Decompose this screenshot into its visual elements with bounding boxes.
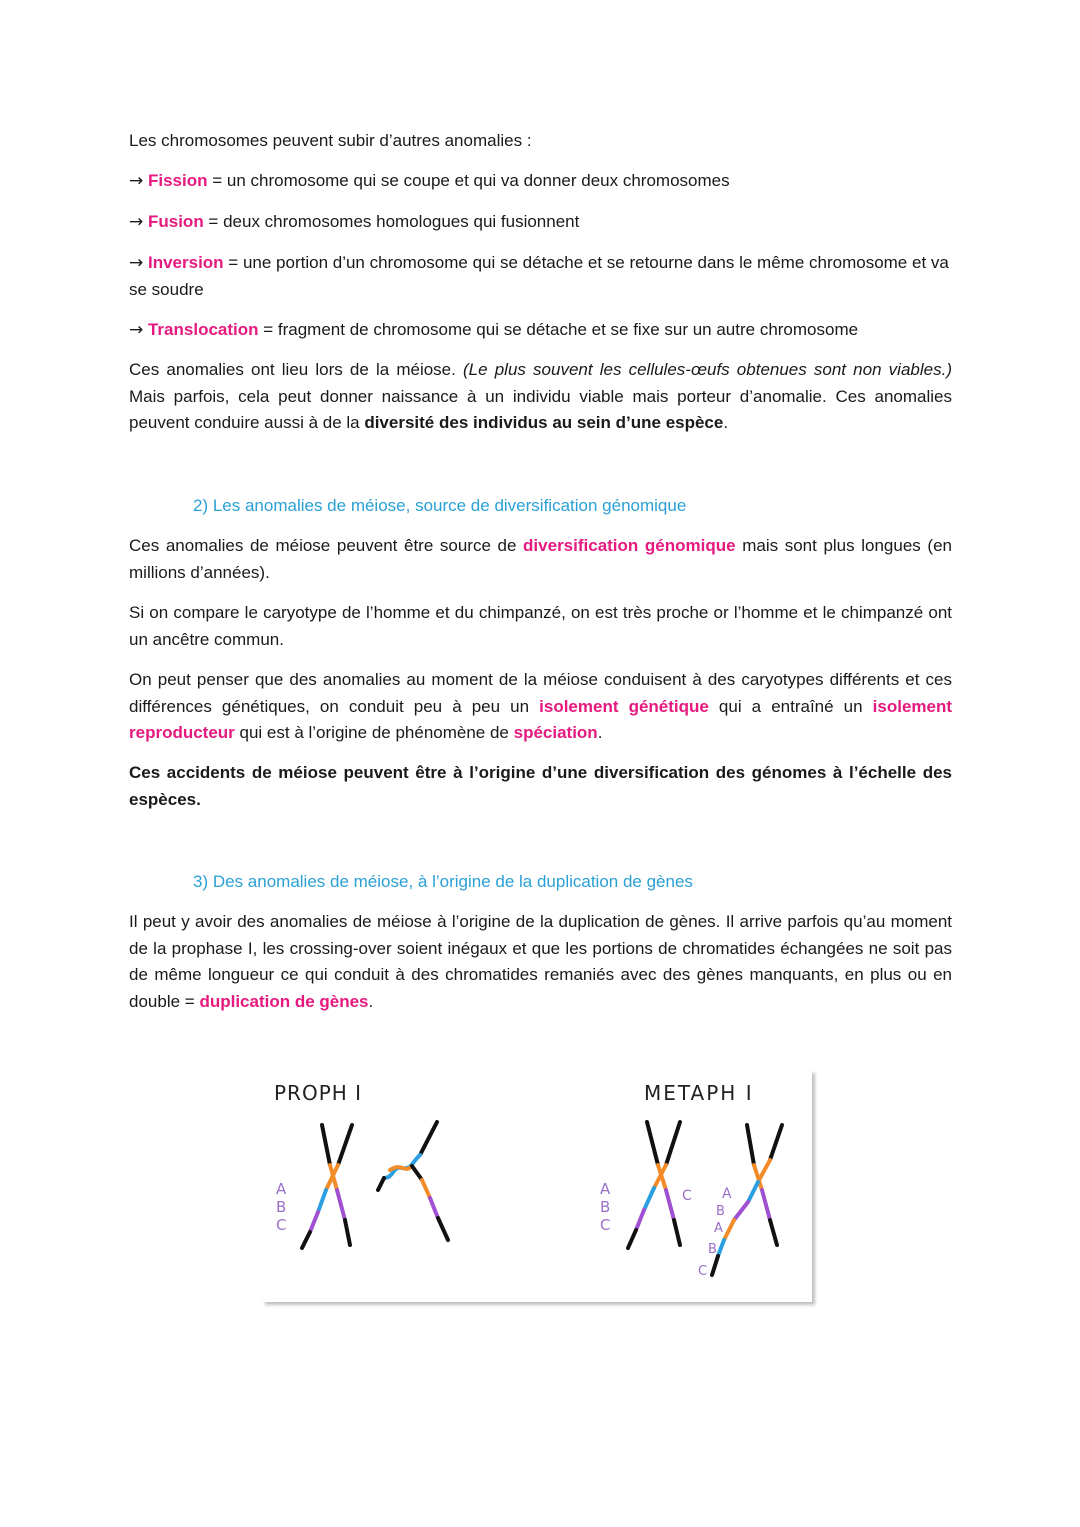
gene-label-b: B [708, 1242, 717, 1257]
gene-label-b: B [716, 1204, 725, 1219]
gene-label-a: A [276, 1180, 287, 1198]
term-fission: Fission [147, 171, 208, 190]
gene-label-a: A [600, 1180, 611, 1198]
gene-label-b: B [276, 1198, 287, 1216]
list-item-inversion [129, 250, 952, 303]
gene-label-a: A [714, 1221, 723, 1236]
arrow-icon: → [129, 212, 144, 232]
chromosome-right-1 [628, 1122, 680, 1248]
arrow-icon: → [129, 253, 144, 273]
gene-label-c: C [698, 1264, 708, 1279]
title-prophase: PROPH I [274, 1081, 363, 1105]
chromosome-left-1 [302, 1125, 352, 1248]
list-item-fusion [129, 209, 579, 236]
chromosome-left-2 [378, 1122, 448, 1240]
arrow-icon: → [129, 320, 144, 340]
paragraph-duplication: Il peut y avoir des anomalies de méiose à l’origine de la duplication de gènes. Il arrive parfois qu’au moment de la prophase I, les crossing-over soient inégaux et que les portions de chromatides échangées ne soit pas de même longueur ce qui conduit à des chromatides remaniés avec des gènes manquants, en plus ou en double = duplication de gènes. [129, 912, 952, 1011]
definition-inversion: = une portion d’un chromosome qui se détache et se retourne dans le même chromosome et va se soudre [129, 253, 949, 299]
meiosis-diagram [262, 1070, 812, 1302]
paragraph-caryotype: Si on compare le caryotype de l’homme et du chimpanzé, on est très proche or l’homme et le chimpanzé ont un ancêtre commun. [129, 603, 952, 649]
arrow-icon: → [129, 171, 144, 191]
paragraph-anomalies: Ces anomalies ont lieu lors de la méiose. (Le plus souvent les cellules-œufs obtenues sont non viables.) Mais parfois, cela peut donner naissance à un individu viable mais porteur d’anomalie. Ces anomalies peuvent conduire aussi à de la diversité des individus au sein d’une espèce. [129, 360, 952, 432]
section-heading-2: 2) Les anomalies de méiose, source de diversification génomique [193, 496, 687, 515]
gene-label-c: C [682, 1188, 692, 1204]
intro-text: Les chromosomes peuvent subir d’autres anomalies : [129, 131, 532, 150]
paragraph-isolement: On peut penser que des anomalies au moment de la méiose conduisent à des caryotypes différents et ces différences génétiques, on conduit peu à peu un isolement génétique qui a entraîné un isolement reproducteur qui est à l’origine de phénomène de spéciation. [129, 670, 953, 742]
gene-label-b: B [600, 1198, 611, 1216]
section-heading-3: 3) Des anomalies de méiose, à l’origine de la duplication de gènes [193, 872, 693, 891]
list-item-fission [129, 168, 730, 195]
gene-label-c: C [276, 1216, 287, 1234]
term-fusion: Fusion [147, 212, 204, 231]
definition-translocation: = fragment de chromosome qui se détache et se fixe sur un autre chromosome [258, 320, 859, 339]
title-metaphase: METAPH I [644, 1081, 754, 1105]
paragraph-diversification: Ces anomalies de méiose peuvent être source de diversification génomique mais sont plus longues (en millions d’années). [129, 536, 952, 582]
definition-fission: = un chromosome qui se coupe et qui va donner deux chromosomes [207, 171, 730, 190]
gene-label-c: C [600, 1216, 611, 1234]
gene-label-a: A [722, 1186, 732, 1202]
term-inversion: Inversion [147, 253, 224, 272]
chromosome-drawing [262, 1070, 812, 1302]
paragraph-conclusion: Ces accidents de méiose peuvent être à l’origine d’une diversification des génomes à l’échelle des espèces. [129, 763, 952, 809]
definition-fusion: = deux chromosomes homologues qui fusionnent [203, 212, 580, 231]
list-item-translocation [129, 317, 858, 344]
term-translocation: Translocation [147, 320, 259, 339]
